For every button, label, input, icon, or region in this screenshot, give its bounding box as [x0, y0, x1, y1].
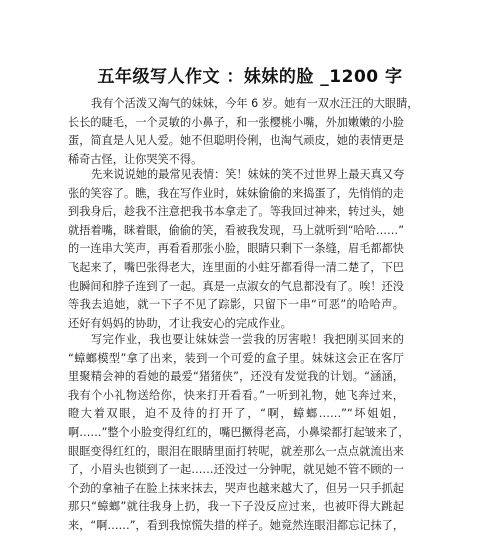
text-line: 里聚精会神的看她的最爱“猪猪侠”，还没有发觉我的计划。“涵涵，	[68, 370, 404, 384]
paragraph-1	[68, 95, 419, 169]
text-line: 也瞬间和脖子连到了一起。真是一点淑女的气息都没有了。唉！还没	[68, 279, 404, 293]
text-line: 蛋，简直是人见人爱。她不但聪明伶俐，也淘气顽皮，她的表情更是	[68, 134, 404, 148]
text-line: 飞起来了，嘴巴张得老大，连里面的小蛀牙都看得一清二楚了，下巴	[68, 260, 404, 274]
text-line: 了，小眉头也锁到了一起……还没过一分钟呢，就见她不管不顾的一	[68, 463, 404, 477]
text-line: 就捂着嘴，眯着眼，偷偷的笑，看被我发现，马上就听到“哈哈……”	[68, 223, 405, 237]
text-line: 稀奇古怪，让你哭笑不得。	[68, 152, 203, 166]
text-line: “蟑螂模型”拿了出来，装到一个可爱的盒子里。妹妹这会正在客厅	[68, 351, 404, 365]
paragraph-3	[68, 331, 410, 536]
text-line: 我有个活泼又淘气的妹妹，今年 6 岁。她有一双水汪汪的大眼睛，	[91, 97, 419, 110]
text-line: 长长的睫毛，一个灵敏的小鼻子，和一张樱桃小嘴，外加嫩嫩的小脸	[68, 115, 404, 129]
text-line: 张的笑容了。瞧，我在写作业时，妹妹偷偷的来捣蛋了，先悄悄的走	[68, 186, 404, 200]
text-line: 我有个小礼物送给你，快来打开看看。”一听到礼物，她飞奔过来，	[68, 388, 404, 402]
text-line: 先来说说她的最常见表情：笑！妹妹的笑不过世界上最天真又夸	[91, 168, 405, 181]
page-title: 五年级写人作文 ：妹妹的脸 _1200 字	[97, 67, 403, 87]
text-line: 到我身后，趁我不注意把我书本拿走了。等我回过神来，转过头，她	[68, 205, 404, 219]
text-line: 瞪大着双眼，迫不及待的打开了，“啊，蟑螂……”“坏姐姐，	[68, 407, 404, 421]
text-line: 等我去追她，就一下子不见了踪影，只留下一串“可恶”的哈哈声。	[68, 298, 404, 312]
text-line: 眼眶变得红红的，眼泪在眼睛里面打转呢，就差那么一点点就流出来	[68, 444, 404, 458]
text-line: 的一连串大笑声，再看看那张小脸，眼睛只剩下一条缝，眉毛都都快	[68, 242, 404, 256]
text-line: 还好有妈妈的协助，才让我安心的完成作业。	[68, 316, 292, 330]
text-line: 写完作业，我也要让妹妹尝一尝我的厉害啦！我把刚买回来的	[91, 333, 404, 346]
text-line: 来，“啊……”，看到我惊慌失措的样子。她竟然连眼泪都忘记抹了，	[68, 518, 405, 532]
text-line: 个劲的拿袖子在脸上抹来抹去，哭声也越来越大了，但另一只手抓起	[68, 481, 404, 495]
paragraph-2	[68, 166, 404, 333]
text-line: 那只“蟑螂”就往我身上扔，我一下子没反应过来，也被吓得大跳起	[68, 500, 404, 514]
text-line: 啊……”整个小脸变得红红的，嘴巴撅得老高，小鼻梁都打起皱来了，	[68, 425, 410, 439]
